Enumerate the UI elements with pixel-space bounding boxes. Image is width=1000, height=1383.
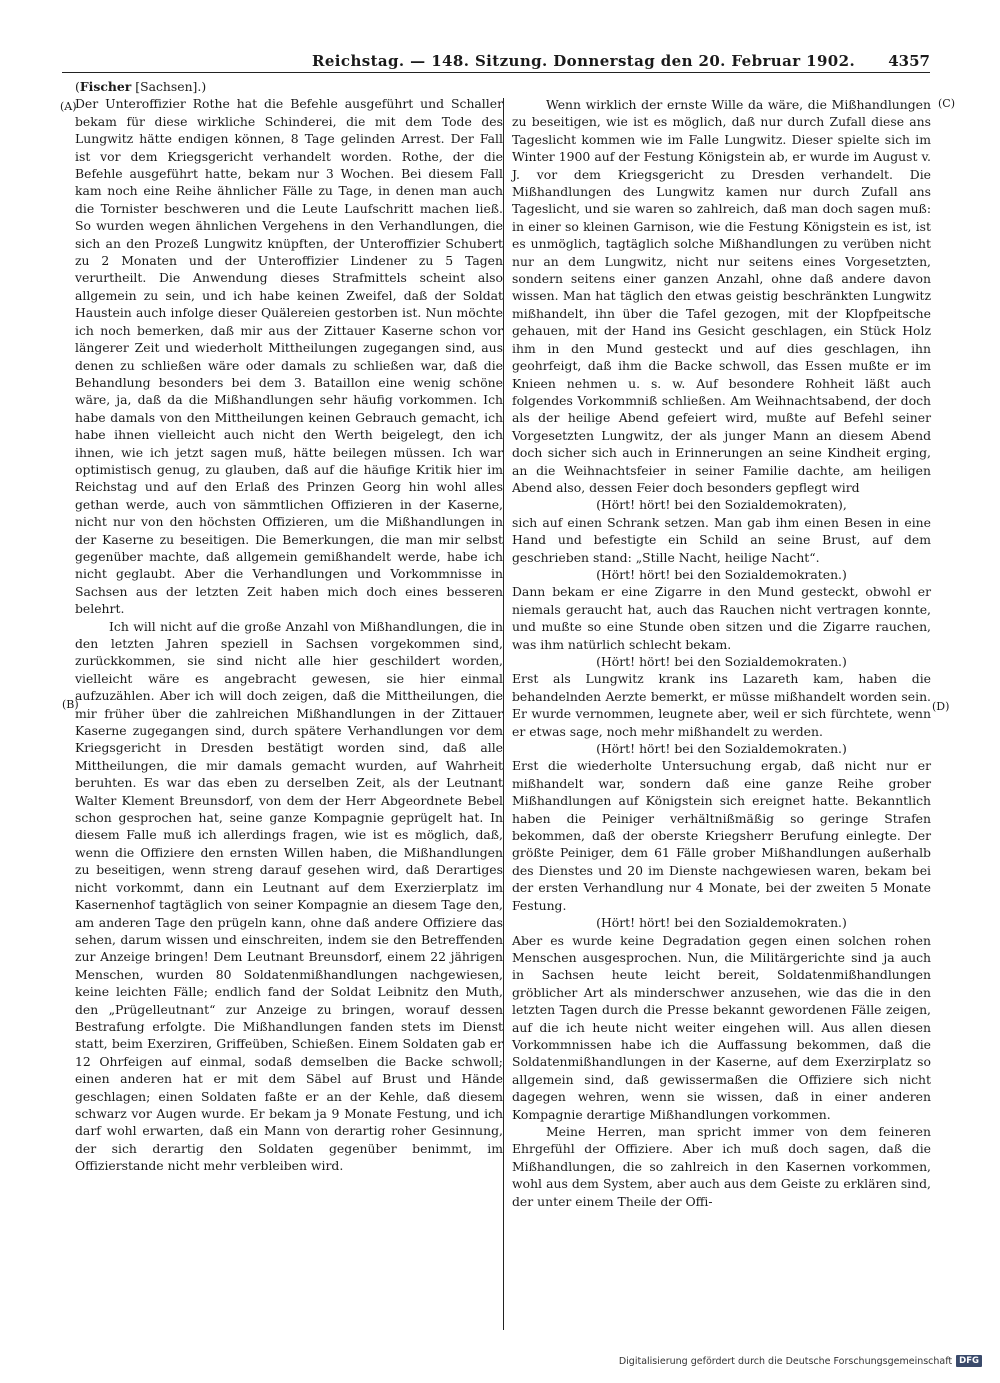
margin-marker-d: (D): [932, 700, 950, 713]
interjection: (Hört! hört! bei den Sozialdemokraten.): [596, 566, 847, 582]
paragraph: Aber es wurde keine Degradation gegen einen solchen rohen Menschen ausgesprochen. Nun, die Militärgerichte sind ja auch in Sachsen heute leicht bereit, Soldatenmißhandlungen gröblicher Art als minderschwer anzusehen, wie das die in den letzten Tagen durch die Presse bekannt gewordenen Fälle zeigen, auf die ich heute nicht weiter eingehen will. Aus allen diesen Vorkommnissen habe ich die Auffassung bekommen, daß die Soldatenmißhandlungen in der Kaserne, auf dem Exerzirplatz so allgemein sind, daß gewissermaßen die Offiziere sich nicht dagegen wehren, wenn sie wissen, daß in einer anderen Kompagnie derartige Mißhandlungen vorkommen.: [512, 932, 931, 1122]
interjection: (Hört! hört! bei den Sozialdemokraten.): [596, 915, 847, 931]
footer-text: Digitalisierung gefördert durch die Deutsche Forschungsgemeinschaft: [618, 1355, 953, 1367]
page-header: [62, 52, 930, 72]
paragraph: Wenn wirklich der ernste Wille da wäre, die Mißhandlungen zu beseitigen, wie ist es möglich, daß nur durch Zufall diese ans Tageslicht kommen wie im Falle Lungwitz. Dieser spielte sich im Winter 1900 auf der Festung Königstein ab, er wurde im August v. J. vor dem Kriegsgericht zu Dresden verhandelt. Die Mißhandlungen des Lungwitz kamen nur durch Zufall ans Tageslicht, und sie waren so zahlreich, daß man doch sagen muß: in einer so kleinen Garnison, wie die Festung Königstein es ist, ist es unmöglich, tagtäglich solche Mißhandlungen zu verüben nicht nur an dem Lungwitz, nicht nur seitens eines Vorgesetzten, sondern seitens einer ganzen Anzahl, ohne daß andere davon wissen. Man hat täglich den etwas geistig beschränkten Lungwitz mißhandelt, ihn über die Tafel gezogen, mit der Klopfpeitsche gehauen, mit der Hand ins Gesicht geschlagen, ein Stück Holz ihm in den Mund gesteckt und auf dies geschlagen, ihn geohrfeigt, daß ihm die Backe schwoll, das Essen mußte er im Knieen nehmen u. s. w. Auf besondere Rohheit läßt auch folgendes Vorkommniß schließen. Am Weihnachtsabend, der doch als der heilige Abend gefeiert wird, mußte auf Befehl seiner Vorgesetzten Lungwitz, der als junger Mann an diesem Abend doch sicher sich auch in Erinnerungen an seine Kindheit erging, an die Weihnachtsfeier in seiner Familie dachte, am heiligen Abend also, dessen Feier doch besonders gepflegt wird: [512, 97, 931, 495]
margin-marker-a: (A): [60, 100, 77, 113]
footer-credit: [619, 1355, 982, 1367]
interjection: (Hört! hört! bei den Sozialdemokraten.): [596, 654, 847, 669]
paragraph: Ich will nicht auf die große Anzahl von Mißhandlungen, die in den letzten Jahren speziell in Sachsen vorgekommen sind, zurückkommen, sie sind nicht alle hier geschildert worden, vielleicht wäre es angebracht gewesen, sie hier einmal aufzuzählen. Aber ich will doch zeigen, daß die Mittheilungen, die mir früher über die zahlreichen Mißhandlungen in der Zittauer Kaserne zugegangen sind, durch spätere Verhandlungen vor dem Kriegsgericht in Dresden bestätigt worden sind, daß alle Mittheilungen, die mir damals gemacht wurden, auf Wahrheit beruhten. Es war das eben zu derselben Zeit, als der Leutnant Walter Klement Breunsdorf, von dem der Herr Abgeordnete Bebel schon gesprochen hat, seine ganze Kompagnie geprügelt hat. In diesem Falle muß ich allerdings fragen, wie ist es möglich, daß, wenn die Offiziere den ernsten Willen haben, die Mißhandlungen zu beseitigen, wenn streng darauf gesehen wird, daß Derartiges nicht vorkommt, dann ein Leutnant auf dem Exerzierplatz im Kasernenhof tagtäglich von seiner Kompagnie an diesem Tage den, am anderen Tage den prügeln kann, ohne daß andere Offiziere das sehen, darum wissen und einschreiten, indem sie den Betreffenden zur Anzeige bringen! Dem Leutnant Breunsdorf, einem 22 jährigen Menschen, wurden 80 Soldatenmißhandlungen nachgewiesen, keine leichten Fälle; endlich fand der Soldat Leibnitz den Muth, den „Prügelleutnant“ zur Anzeige zu bringen, worauf dessen Bestrafung erfolgte. Die Mißhandlungen fanden stets im Dienst statt, beim Exerziren, Griffeüben, Schießen. Einem Soldaten gab er 12 Ohrfeigen auf einmal, sodaß demselben die Backe schwoll; einen anderen hat er mit dem Säbel auf Brust und Hände geschlagen; einen Soldaten faßte er an der Kehle, daß diesem schwarz vor Augen wurde. Er bekam ja 9 Monate Festung, und ich darf wohl erwarten, daß ein Mann von derartig roher Gesinnung, der sich derartig den Soldaten gegenüber benimmt, im Offizierstande nicht mehr verbleiben wird.: [75, 618, 503, 1174]
paragraph: Erst die wiederholte Untersuchung ergab, daß nicht nur er mißhandelt war, sondern daß eine ganze Reihe grober Mißhandlungen auf Königstein sich ereignet hatte. Bekanntlich haben die Peiniger verhältnißmäßig so geringe Strafen bekommen, daß der oberste Kriegsherr Berufung einlegte. Der größte Peiniger, dem 61 Fälle grober Mißhandlungen außerhalb des Dienstes und 20 im Dienste nachgewiesen waren, bekam bei der ersten Verhandlung nur 4 Monate, bei der zweiten 5 Monate Festung.: [512, 758, 931, 913]
interjection: (Hört! hört! bei den Sozialdemokraten),: [596, 497, 847, 513]
speaker-line: (Fischer [Sachsen].): [75, 79, 207, 94]
column-divider: [503, 98, 504, 1330]
header-rule: [62, 72, 930, 73]
right-column: [512, 96, 931, 1210]
left-column: [75, 78, 503, 1175]
speaker-suffix: [Sachsen].): [135, 79, 207, 94]
paragraph: Meine Herren, man spricht immer von dem feineren Ehrgefühl der Offiziere. Aber ich muß doch sagen, daß die Mißhandlungen, die so zahlreich in den Kasernen vorkommen, wohl aus dem System, aber auch aus dem Geiste zu erklären sind, der unter einem Theile der Offi-: [512, 1123, 931, 1209]
margin-marker-b: (B): [62, 698, 79, 711]
paragraph: Der Unteroffizier Rothe hat die Befehle ausgeführt und Schaller bekam für diese wirkliche Schinderei, die mit dem Tode des Lungwitz hätte endigen können, 8 Tage gelinden Arrest. Der Fall ist vor dem Kriegsgericht verhandelt worden. Rothe, der die Befehle ausgeführt hatte, bekam nur 3 Wochen. Bei diesem Fall kam noch eine Reihe ähnlicher Fälle zu Tage, in denen man auch die Tornister beschweren und die Leute Laufschritt machen ließ. So wurden wegen ähnlichen Vergehens in den Verhandlungen, die sich an den Prozeß Lungwitz knüpften, der Unteroffizier Schubert zu 2 Monaten und der Unteroffizier Lindener zu 5 Tagen verurtheilt. Die Anwendung dieses Strafmittels scheint also allgemein zu sein, und ich habe keinen Zweifel, daß der Soldat Haustein auch infolge dieser Quälereien gestorben ist. Nun möchte ich noch bemerken, daß mir aus der Zittauer Kaserne schon vor längerer Zeit und wiederholt Mittheilungen zugegangen sind, aus denen zu schließen wäre oder damals zu schließen war, daß die Behandlung besonders bei dem 3. Bataillon eine wenig schöne wäre, ja, daß da die Mißhandlungen sehr häufig vorkommen. Ich habe damals von den Mittheilungen keinen Gebrauch gemacht, ich habe ihnen vielleicht auch nicht den Werth beigelegt, den ich ihnen, wie ich jetzt sagen muß, hätte beilegen müssen. Ich war optimistisch genug, zu glauben, daß auf die häufige Kritik hier im Reichstag und auf den Erlaß des Prinzen Georg hin wohl alles gethan werde, auch von sämmtlichen Offizieren in der Kaserne, nicht nur von den höchsten Offizieren, um die Mißhandlungen in der Kaserne zu beseitigen. Die Bemerkungen, die man mir selbst gegenüber machte, daß allgemein gemißhandelt werde, habe ich nicht geglaubt. Aber die Verhandlungen und Vorkommnisse in Sachsen aus der letzten Zeit haben mich doch eines besseren belehrt.: [75, 96, 503, 617]
interjection: (Hört! hört! bei den Sozialdemokraten.): [596, 741, 847, 757]
speaker-name: Fischer: [79, 79, 132, 94]
margin-marker-c: (C): [938, 97, 955, 110]
page-number: 4357: [888, 52, 930, 70]
dfg-logo-icon: DFG: [956, 1355, 982, 1367]
running-title: Reichstag. — 148. Sitzung. Donnerstag den 20. Februar 1902.: [312, 52, 856, 70]
paragraph: sich auf einen Schrank setzen. Man gab ihm einen Besen in eine Hand und befestigte ein Schild an seine Brust, auf dem geschrieben stand: „Stille Nacht, heilige Nacht“.: [512, 514, 931, 565]
paragraph: Erst als Lungwitz krank ins Lazareth kam, haben die behandelnden Aerzte bemerkt, er müsse mißhandelt worden sein. Er wurde vernommen, leugnete aber, weil er sich fürchtete, wenn er etwas sage, noch mehr mißhandelt zu werden.: [512, 671, 931, 739]
paragraph: Dann bekam er eine Zigarre in den Mund gesteckt, obwohl er niemals geraucht hat, auch das Rauchen nicht vertragen konnte, und mußte so eine Stunde oben sitzen und die Zigarre rauchen, was ihm natürlich schlecht bekam.: [512, 584, 931, 652]
